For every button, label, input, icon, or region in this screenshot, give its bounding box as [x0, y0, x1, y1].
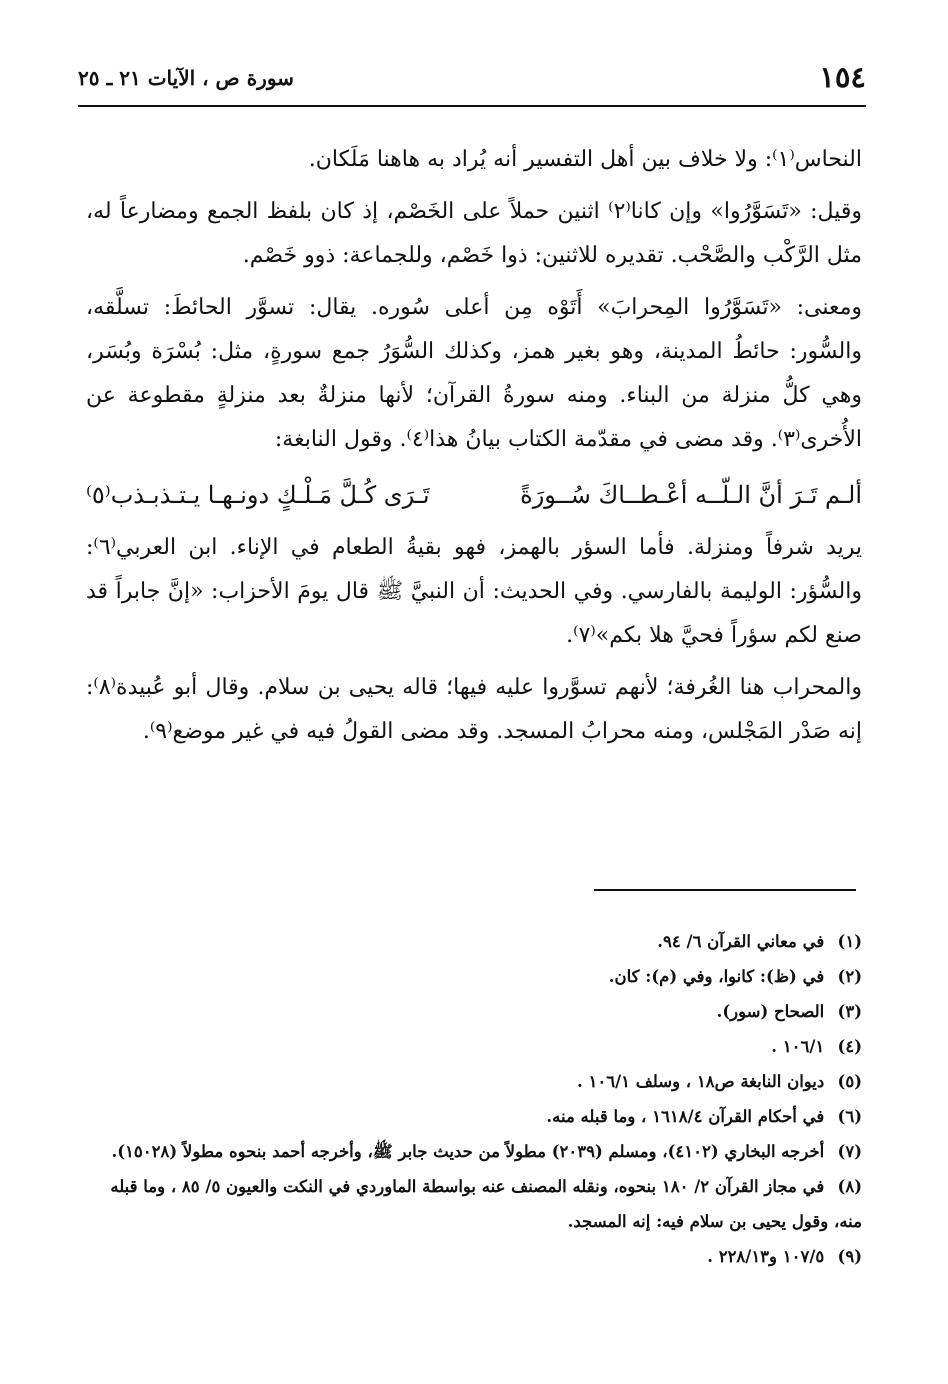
footnote — [86, 1134, 862, 1169]
footnote-number: (٧) — [837, 1142, 862, 1161]
footnote-text: في أحكام القرآن ١٦١٨/٤ ، وما قبله منه. — [546, 1107, 825, 1126]
footnote-number: (٤) — [837, 1037, 862, 1056]
footnote-divider — [594, 889, 856, 891]
footnote-text: ١٠٧/٥ و٢٢٨/١٣ . — [707, 1247, 825, 1266]
footnote — [86, 924, 862, 959]
main-text — [86, 138, 862, 762]
footnote-text: ديوان النابغة ص١٨ ، وسلف ١٠٦/١ . — [577, 1072, 825, 1091]
footnote-text: في مجاز القرآن ٢/ ١٨٠ بنحوه، ونقله المصنف عنه بواسطة الماوردي في النكت والعيون ٥/ ٨٥ ، وما قبله منه، وقول يحيى بن سلام فيه: إنه المسجد. — [110, 1177, 862, 1231]
footnote-number: (٥) — [837, 1072, 862, 1091]
footnote-number: (٦) — [837, 1107, 862, 1126]
footnote-text: أخرجه البخاري (٤١٠٢)، ومسلم (٢٠٣٩) مطولاً من حديث جابر ﷺ، وأخرجه أحمد بنحوه مطولاً (١٥٠٢٨). — [111, 1142, 825, 1161]
paragraph: والمحراب هنا الغُرفة؛ لأنهم تسوَّروا عليه فيها؛ قاله يحيى بن سلام. وقال أبو عُبيدة⁽٨⁾: إنه صَدْر المَجْلس، ومنه محرابُ المسجد. وقد مضى القولُ فيه في غير موضع⁽٩⁾. — [86, 675, 862, 744]
footnote — [86, 994, 862, 1029]
poetry-verse — [86, 470, 862, 520]
footnote-text: في (ظ): كانوا، وفي (م): كان. — [608, 967, 825, 986]
footnote — [86, 1064, 862, 1099]
footnote — [86, 959, 862, 994]
header-divider — [78, 105, 866, 107]
footnote-number: (٩) — [837, 1247, 862, 1266]
footnote — [86, 1239, 862, 1274]
footnote-number: (٨) — [837, 1177, 862, 1196]
footnote-number: (١) — [837, 932, 862, 951]
footnote-text: ١٠٦/١ . — [771, 1037, 825, 1056]
verse-second-hemistich: تَـرَى كُـلَّ مَـلْـكٍ دونـهـا يـتـذبـذب⁽٥⁾ — [86, 481, 430, 509]
footnotes — [86, 924, 862, 1274]
footnote-number: (٣) — [837, 1002, 862, 1021]
footnote-text: في معاني القرآن ٦/ ٩٤. — [657, 932, 825, 951]
footnote — [86, 1169, 862, 1239]
footnote-number: (٢) — [837, 967, 862, 986]
footnote — [86, 1099, 862, 1134]
footnote-text: الصحاح (سور). — [716, 1002, 825, 1021]
paragraph: يريد شرفاً ومنزلة. فأما السؤر بالهمز، فهو بقيةُ الطعام في الإناء. ابن العربي⁽٦⁾: والسُّؤر: الوليمة بالفارسي. وفي الحديث: أن النبيَّ ﷺ قال يومَ الأحزاب: «إنَّ جابراً قد صنع لكم سؤراً فحيَّ هلا بكم»⁽٧⁾. — [86, 535, 862, 648]
paragraph: وقيل: «تَسَوَّرُوا» وإن كانا⁽٢⁾ اثنين حملاً على الخَصْم، إذ كان بلفظ الجمع ومضارعاً له، مثل الرَّكْب والصَّحْب. تقديره للاثنين: ذوا خَصْم، وللجماعة: ذوو خَصْم. — [86, 199, 862, 268]
paragraph: ومعنى: «تَسَوَّرُوا المِحرابَ» أَتَوْه مِن أعلى سُوره. يقال: تسوَّر الحائطَ: تسلَّقه، والسُّور: حائطُ المدينة، وهو بغير همز، وكذلك السُّوَرُ جمع سورةٍ، مثل: بُسْرَة وبُسَر، وهي كلُّ منزلة من البناء. ومنه سورةُ القرآن؛ لأنها منزلةٌ بعد منزلةٍ مقطوعة عن الأُخرى⁽٣⁾. وقد مضى في مقدّمة الكتاب بيانُ هذا⁽٤⁾. وقول النابغة: — [86, 295, 862, 452]
running-title: سورة ص ، الآيات ٢١ ـ ٢٥ — [78, 66, 294, 90]
paragraph: النحاس⁽١⁾: ولا خلاف بين أهل التفسير أنه يُراد به هاهنا مَلَكان. — [308, 147, 862, 172]
footnote — [86, 1029, 862, 1064]
page-header — [78, 60, 866, 100]
page-number: ١٥٤ — [819, 60, 866, 94]
verse-first-hemistich: ألـم تَـرَ أنَّ الـلّــه أعْـطــاكَ سُــورَةً — [520, 481, 862, 509]
